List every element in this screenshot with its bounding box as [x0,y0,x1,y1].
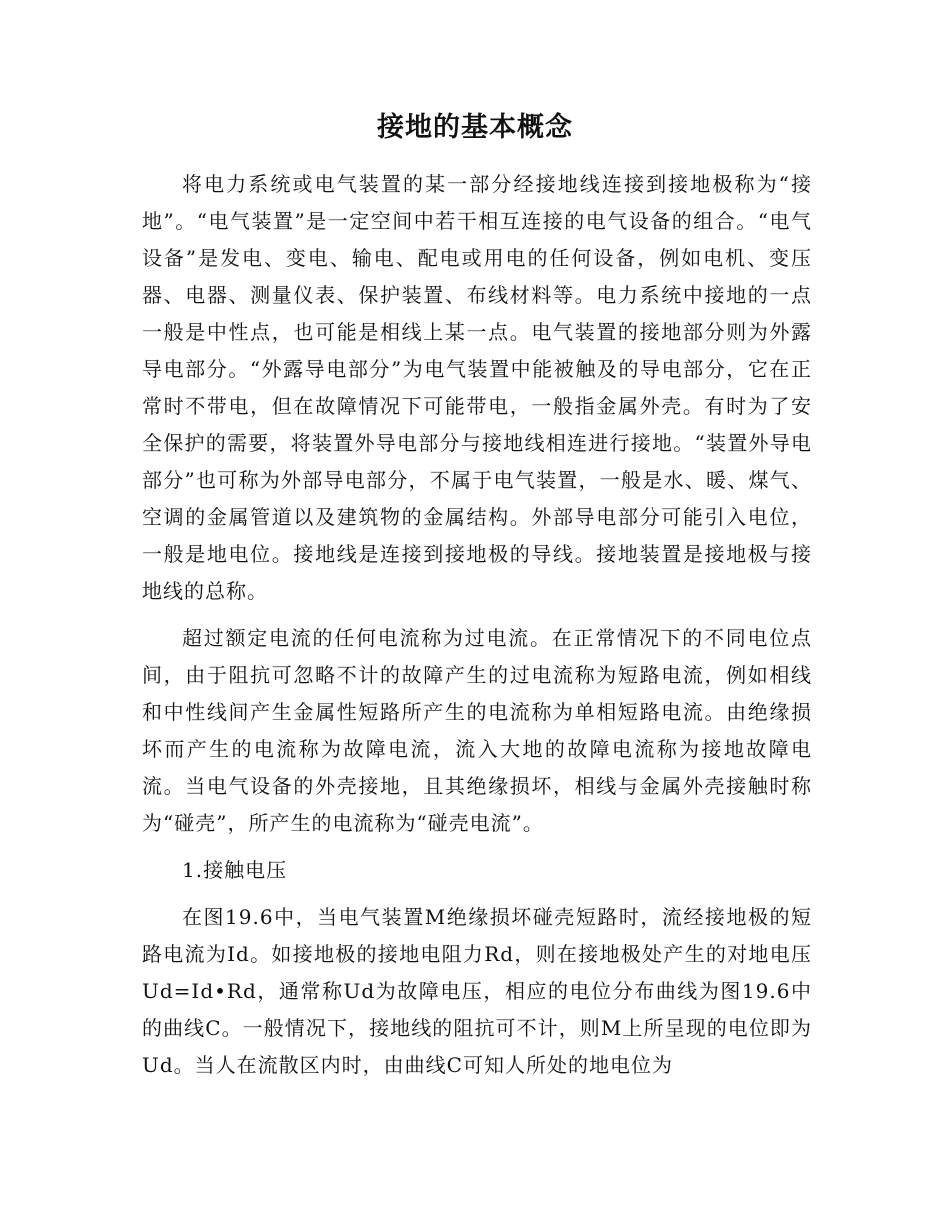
document-body [142,166,812,1084]
paragraph-grounding-definition: 将电力系统或电气装置的某一部分经接地线连接到接地极称为“接地”。“电气装置”是一定空间中若干相互连接的电气设备的组合。“电气设备”是发电、变电、输电、配电或用电的任何设备，例如电机、变压器、电器、测量仪表、保护装置、布线材料等。电力系统中接地的一点一般是中性点，也可能是相线上某一点。电气装置的接地部分则为外露导电部分。“外露导电部分”为电气装置中能被触及的导电部分，它在正常时不带电，但在故障情况下可能带电，一般指金属外壳。有时为了安全保护的需要，将装置外导电部分与接地线相连进行接地。“装置外导电部分”也可称为外部导电部分，不属于电气装置，一般是水、暖、煤气、空调的金属管道以及建筑物的金属结构。外部导电部分可能引入电位，一般是地电位。接地线是连接到接地极的导线。接地装置是接地极与接地线的总称。 [142,172,812,603]
paragraph-contact-voltage: 在图19.6中，当电气装置M绝缘损坏碰壳短路时，流经接地极的短路电流为Id。如接地极的接地电阻力Rd，则在接地极处产生的对地电压Ud=Id•Rd，通常称Ud为故障电压，相应的电位分布曲线为图19.6中的曲线C。一般情况下，接地线的阻抗可不计，则M上所呈现的电位即为Ud。当人在流散区内时，由曲线C可知人所处的地电位为 [142,905,812,1077]
document-title: 接地的基本概念 [377,112,573,143]
section-heading-contact-voltage: 1.接触电压 [182,858,288,882]
paragraph-overcurrent: 超过额定电流的任何电流称为过电流。在正常情况下的不同电位点间，由于阻抗可忽略不计的故障产生的过电流称为短路电流，例如相线和中性线间产生金属性短路所产生的电流称为单相短路电流。由绝缘损坏而产生的电流称为故障电流，流入大地的故障电流称为接地故障电流。当电气设备的外壳接地，且其绝缘损坏，相线与金属外壳接触时称为“碰壳”，所产生的电流称为“碰壳电流”。 [142,626,812,835]
